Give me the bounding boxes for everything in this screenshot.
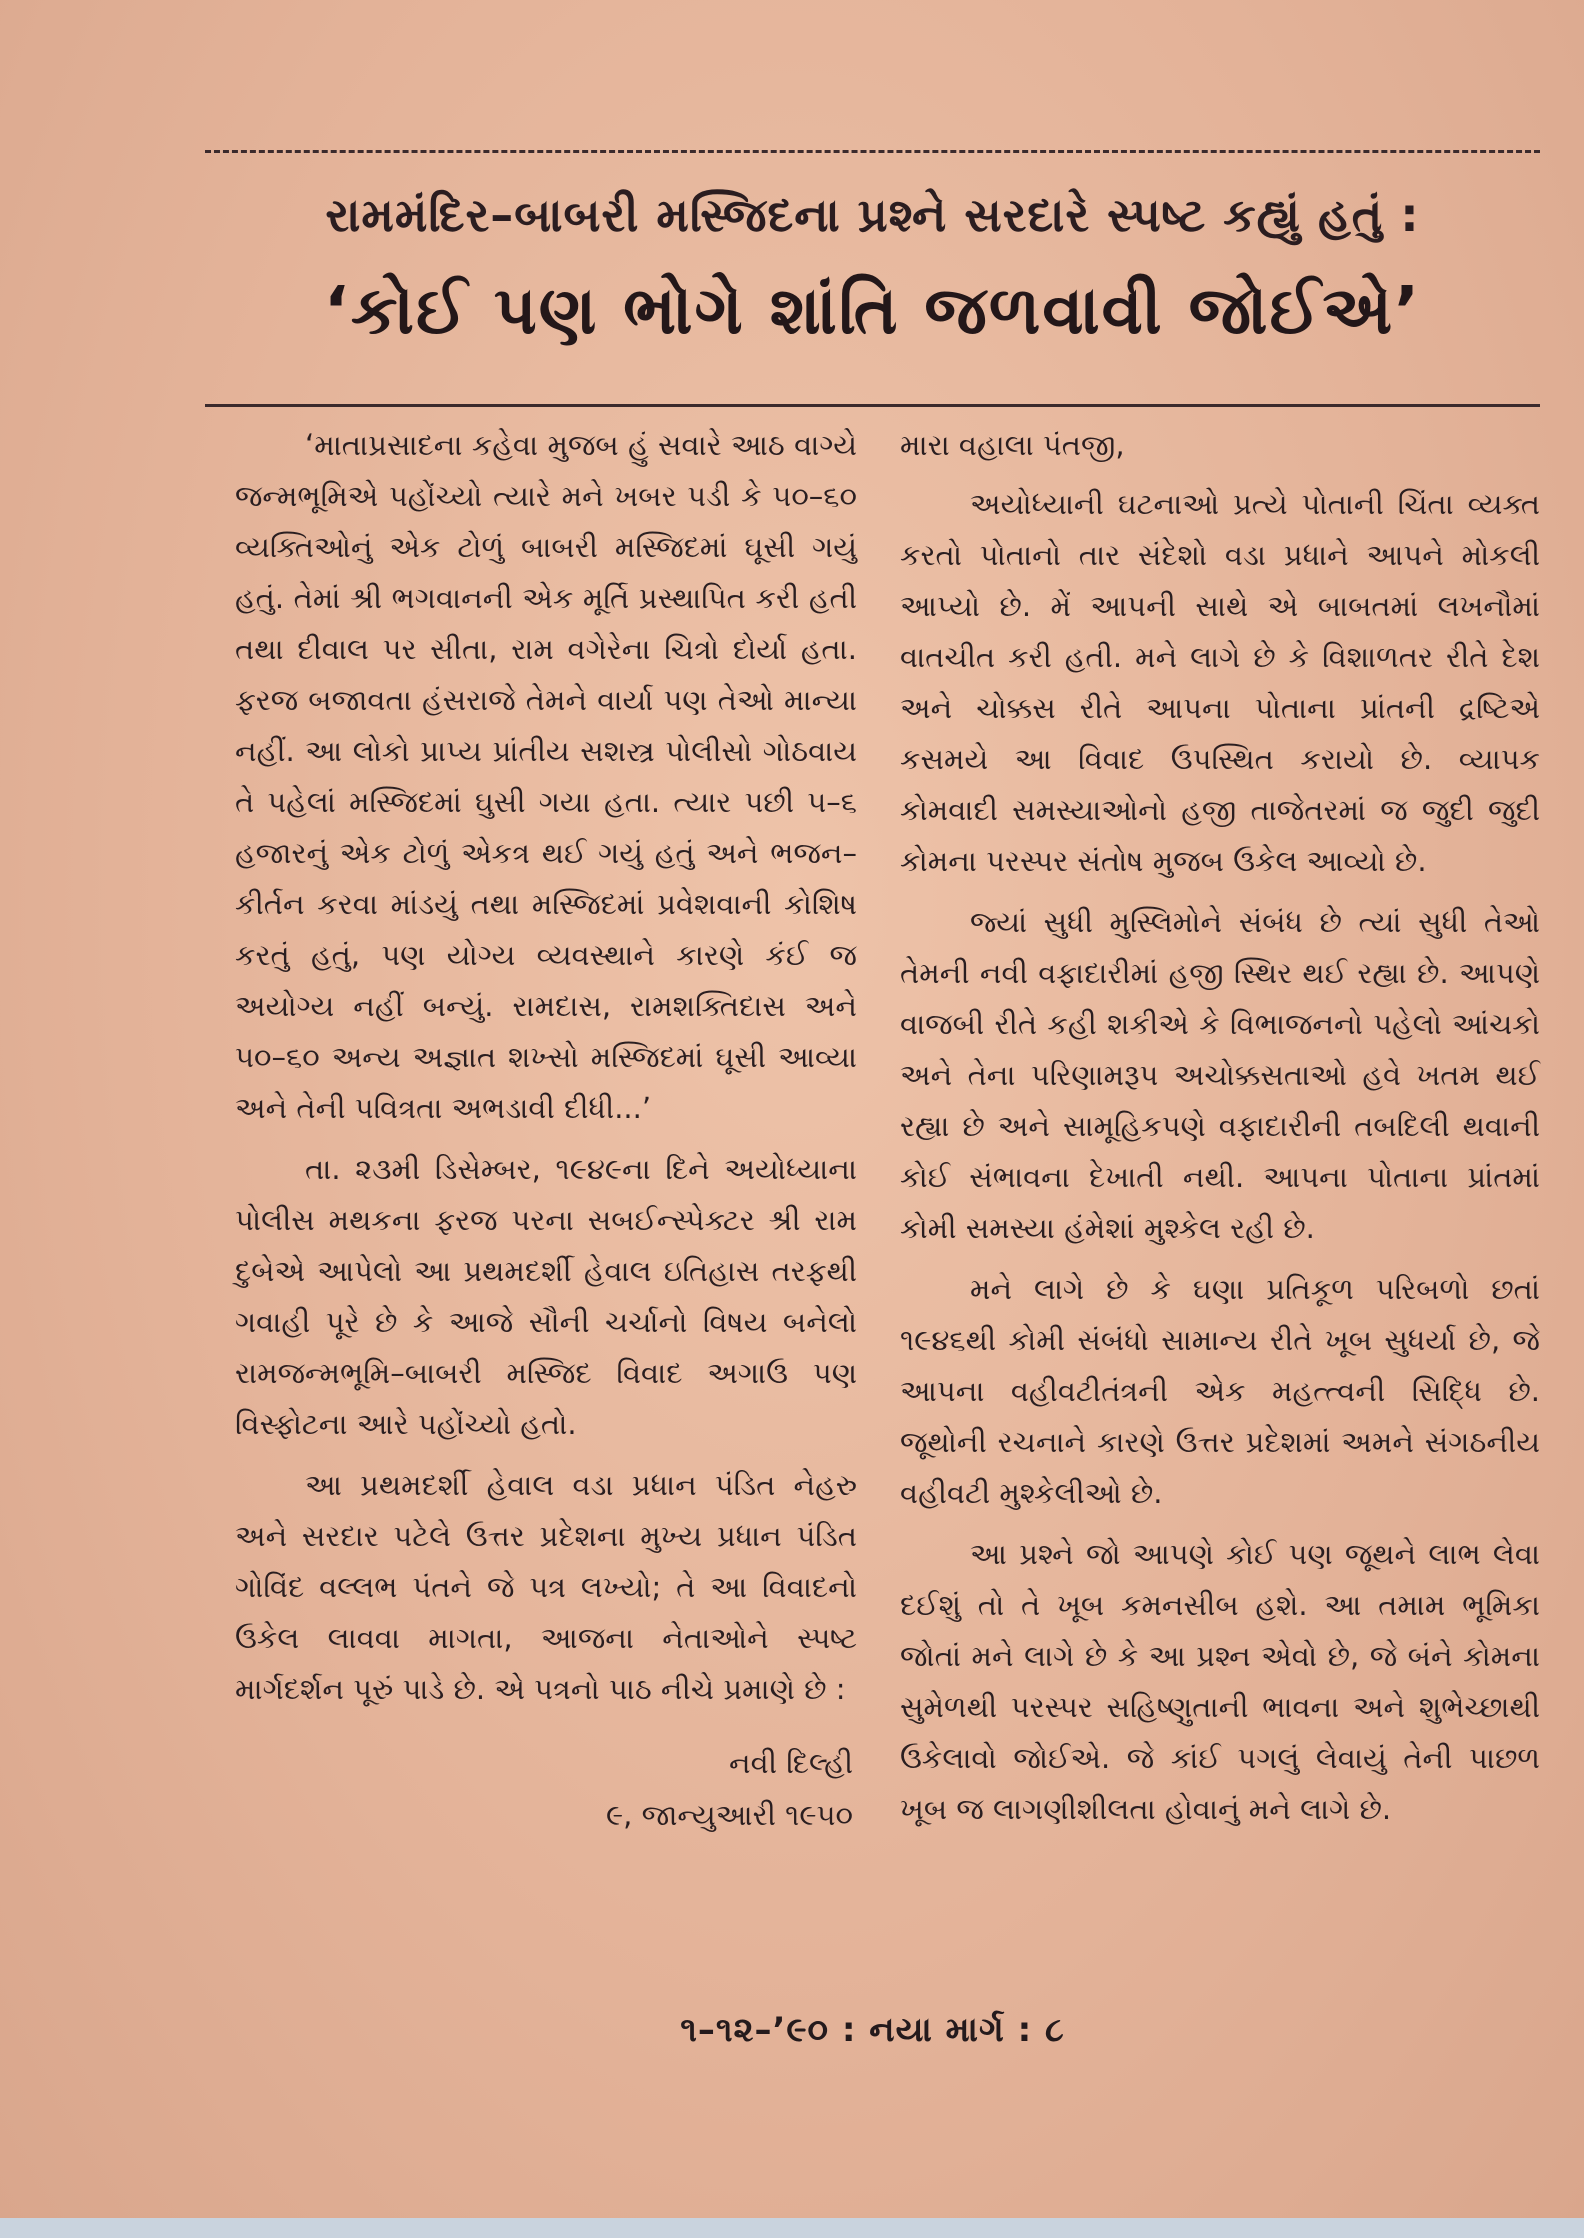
page-footer: ૧–૧૨–’૯૦ : નયા માર્ગ : ૮ [680, 2010, 1065, 2050]
headline-title: ‘કોઈ પણ ભોગે શાંતિ જળવાવી જોઈએ’ [323, 272, 1422, 349]
left-paragraph-2: તા. ૨૩મી ડિસેમ્બર, ૧૯૪૯ના દિને અયોધ્યાના પોલીસ મથકના ફરજ પરના સબઈન્સ્પેક્ટર શ્રી રામ દુબેએ આપેલો આ પ્રથમદર્શી હેવાલ ઇતિહાસ તરફથી ગવાહી પૂરે છે કે આજે સૌની ચર્ચાનો વિષય બનેલો રામજન્મભૂમિ–બાબરી મસ્જિદ વિવાદ અગાઉ પણ વિસ્ફોટના આરે પહોંચ્યો હતો. [235, 1152, 857, 1441]
right-column [900, 420, 1540, 1845]
headline-kicker: રામમંદિર–બાબરી મસ્જિદના પ્રશ્ને સરદારે સ્પષ્ટ કહ્યું હતું : [325, 188, 1420, 242]
letter-salutation: મારા વહાલા પંતજી, [900, 428, 1125, 462]
right-paragraph-2: જ્યાં સુધી મુસ્લિમોને સંબંધ છે ત્યાં સુધી તેઓ તેમની નવી વફાદારીમાં હજી સ્થિર થઈ રહ્યા છે. આપણે વાજબી રીતે કહી શકીએ કે વિભાજનનો પહેલો આંચકો અને તેના પરિણામરૂપ અચોક્કસતાઓ હવે ખતમ થઈ રહ્યા છે અને સામૂહિકપણે વફાદારીની તબદિલી થવાની કોઈ સંભાવના દેખાતી નથી. આપના પોતાના પ્રાંતમાં કોમી સમસ્યા હંમેશાં મુશ્કેલ રહી છે. [900, 905, 1540, 1245]
left-paragraph-1: ‘માતાપ્રસાદના કહેવા મુજબ હું સવારે આઠ વાગ્યે જન્મભૂમિએ પહોંચ્યો ત્યારે મને ખબર પડી કે ૫૦–૬૦ વ્યક્તિઓનું એક ટોળું બાબરી મસ્જિદમાં ઘૂસી ગયું હતું. તેમાં શ્રી ભગવાનની એક મૂર્તિ પ્રસ્થાપિત કરી હતી તથા દીવાલ પર સીતા, રામ વગેરેના ચિત્રો દોર્યા હતા. ફરજ બજાવતા હંસરાજે તેમને વાર્યા પણ તેઓ માન્યા નહીં. આ લોકો પ્રાપ્ય પ્રાંતીય સશસ્ત્ર પોલીસો ગોઠવાય તે પહેલાં મસ્જિદમાં ઘુસી ગયા હતા. ત્યાર પછી ૫–૬ હજારનું એક ટોળું એકત્ર થઈ ગયું હતું અને ભજન–કીર્તન કરવા માંડયું તથા મસ્જિદમાં પ્રવેશવાની કોશિષ કરતું હતું, પણ યોગ્ય વ્યવસ્થાને કારણે કંઈ જ અયોગ્ય નહીં બન્યું. રામદાસ, રામશક્તિદાસ અને ૫૦–૬૦ અન્ય અજ્ઞાત શખ્સો મસ્જિદમાં ઘૂસી આવ્યા અને તેની પવિત્રતા અભડાવી દીધી...’ [235, 428, 857, 1125]
letter-dateline [235, 1737, 857, 1841]
headline-divider [205, 404, 1540, 407]
scan-edge-strip [0, 2218, 1584, 2238]
top-divider [205, 150, 1540, 153]
right-paragraph-3: મને લાગે છે કે ઘણા પ્રતિકૂળ પરિબળો છતાં ૧૯૪૬થી કોમી સંબંધો સામાન્ય રીતે ખૂબ સુધર્યા છે, જે આપના વહીવટીતંત્રની એક મહત્ત્વની સિદ્ધિ છે. જૂથોની રચનાને કારણે ઉત્તર પ્રદેશમાં અમને સંગઠનીય વહીવટી મુશ્કેલીઓ છે. [900, 1272, 1540, 1510]
left-paragraph-3: આ પ્રથમદર્શી હેવાલ વડા પ્રધાન પંડિત નેહરુ અને સરદાર પટેલે ઉત્તર પ્રદેશના મુખ્ય પ્રધાન પંડિત ગોવિંદ વલ્લભ પંતને જે પત્ર લખ્યો; તે આ વિવાદનો ઉકેલ લાવવા માગતા, આજના નેતાઓને સ્પષ્ટ માર્ગદર્શન પૂરું પાડે છે. એ પત્રનો પાઠ નીચે પ્રમાણે છે : [235, 1468, 857, 1706]
dateline-place: નવી દિલ્હી [729, 1746, 853, 1780]
right-paragraph-4: આ પ્રશ્ને જો આપણે કોઈ પણ જૂથને લાભ લેવા દઈશું તો તે ખૂબ કમનસીબ હશે. આ તમામ ભૂમિકા જોતાં મને લાગે છે કે આ પ્રશ્ન એવો છે, જે બંને કોમના સુમેળથી પરસ્પર સહિષ્ણુતાની ભાવના અને શુભેચ્છાથી ઉકેલાવો જોઈએ. જે કાંઈ પગલું લેવાયું તેની પાછળ ખૂબ જ લાગણીશીલતા હોવાનું મને લાગે છે. [900, 1537, 1540, 1826]
left-column [235, 420, 857, 1841]
right-paragraph-1: અયોધ્યાની ઘટનાઓ પ્રત્યે પોતાની ચિંતા વ્યક્ત કરતો પોતાનો તાર સંદેશો વડા પ્રધાને આપને મોકલી આપ્યો છે. મેં આપની સાથે એ બાબતમાં લખનૌમાં વાતચીત કરી હતી. મને લાગે છે કે વિશાળતર રીતે દેશ અને ચોક્કસ રીતે આપના પોતાના પ્રાંતની દ્રષ્ટિએ કસમયે આ વિવાદ ઉપસ્થિત કરાયો છે. વ્યાપક કોમવાદી સમસ્યાઓનો હજી તાજેતરમાં જ જુદી જુદી કોમના પરસ્પર સંતોષ મુજબ ઉકેલ આવ્યો છે. [900, 487, 1540, 878]
dateline-date: ૯, જાન્યુઆરી ૧૯૫૦ [605, 1798, 853, 1832]
